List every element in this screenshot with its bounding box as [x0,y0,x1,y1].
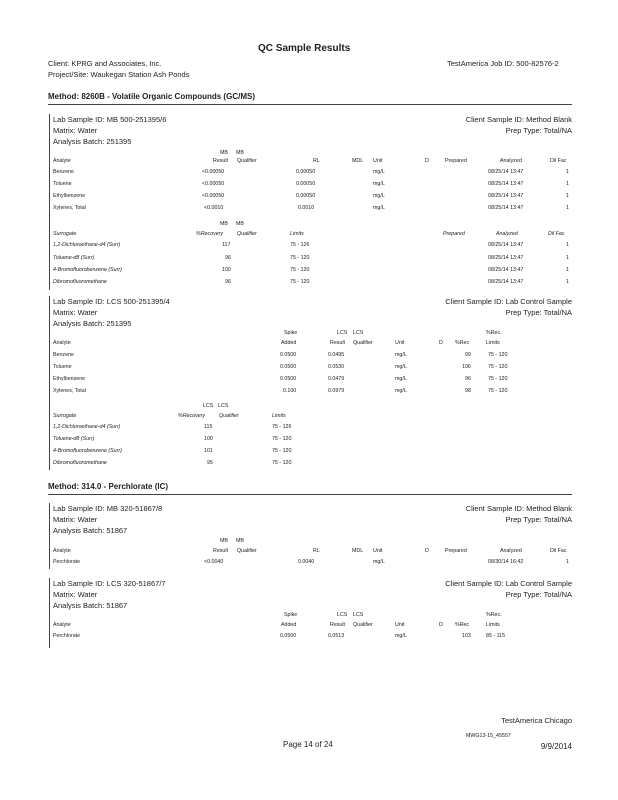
col-header: D [425,548,429,554]
col-header: Qualifier [219,413,239,419]
table-cell: 1 [566,559,569,565]
table-cell: 75 - 126 [272,424,292,430]
col-header: MB [236,538,244,544]
project-line: Project/Site: Waukegan Station Ash Ponds [48,70,190,79]
col-header: MDL [352,548,364,554]
table-cell: Toluene-d8 (Surr) [53,255,95,261]
table-cell: mg/L [395,633,407,639]
table-cell: 101 [204,448,213,454]
table-cell: 85 - 115 [486,633,506,639]
col-header: RL [313,548,320,554]
col-header: Analyte [53,622,71,628]
table-cell: 1 [566,279,569,285]
footer-doc-id: MWG13-15_45557 [466,733,511,739]
prep-type: Prep Type: Total/NA [505,308,572,317]
col-header: Analyzed [496,231,518,237]
col-header: LCS [353,612,364,618]
client-sample-id: Client Sample ID: Method Blank [465,115,572,124]
table-cell: Xylenes, Total [53,388,86,394]
table-cell: 96 [465,376,471,382]
prep-type: Prep Type: Total/NA [505,126,572,135]
col-header: Dil Fac [550,158,567,164]
table-cell: 0.100 [283,388,297,394]
table-cell: 75 - 120 [488,388,508,394]
analysis-batch: Analysis Batch: 251395 [53,319,132,328]
col-header: Result [213,158,229,164]
col-header: Limits [272,413,286,419]
table-cell: 75 - 120 [290,255,310,261]
table-cell: Ethylbenzene [53,193,86,199]
table-cell: 75 - 120 [272,436,292,442]
table-cell: Dibromofluoromethane [53,279,107,285]
table-cell: 0.00050 [296,169,316,175]
col-header: Limits [486,340,500,346]
col-header: %Rec [455,622,470,628]
table-cell: mg/L [373,181,385,187]
table-cell: 96 [225,279,231,285]
table-cell: Xylenes, Total [53,205,86,211]
table-cell: 08/25/14 13:47 [488,169,524,175]
col-header: LCS [353,330,364,336]
col-header: MB [220,221,228,227]
lab-sample-id: Lab Sample ID: LCS 500-251395/4 [53,297,170,306]
col-header: Limits [290,231,304,237]
table-cell: Ethylbenzene [53,376,86,382]
table-cell: 1 [566,169,569,175]
table-cell: mg/L [395,352,407,358]
table-cell: 0.0513 [328,633,345,639]
table-cell: 96 [225,255,231,261]
table-cell: 95 [207,460,213,466]
matrix: Matrix: Water [53,590,98,599]
table-cell: 0.0500 [280,364,297,370]
col-header: LCS [337,612,348,618]
table-cell: 106 [462,364,471,370]
table-cell: mg/L [373,205,385,211]
col-header: MB [236,221,244,227]
table-cell: Benzene [53,169,74,175]
col-header: MB [236,150,244,156]
col-header: %Rec. [486,612,502,618]
col-header: MDL [352,158,364,164]
table-cell: 08/25/14 13:47 [488,255,524,261]
col-header: D [439,340,443,346]
table-cell: 4-Bromofluorobenzene (Surr) [53,267,122,273]
matrix: Matrix: Water [53,308,98,317]
footer-page-number: Page 14 of 24 [283,740,333,749]
table-cell: 0.0979 [328,388,345,394]
prep-type: Prep Type: Total/NA [505,515,572,524]
table-cell: Perchlorate [53,559,81,565]
col-header: D [439,622,443,628]
table-cell: 0.0530 [328,364,345,370]
col-header: Result [330,340,346,346]
col-header: Analyzed [500,158,522,164]
block-bracket [49,114,50,290]
table-cell: 75 - 120 [488,376,508,382]
table-cell: Perchlorate [53,633,81,639]
table-cell: Toluene [53,181,72,187]
table-cell: 75 - 120 [272,448,292,454]
col-header: Unit [373,548,383,554]
table-cell: 115 [204,424,213,430]
client-sample-id: Client Sample ID: Lab Control Sample [445,579,572,588]
col-header: LCS [203,403,214,409]
col-header: %Rec. [486,330,502,336]
col-header: Qualifier [237,231,257,237]
col-header: MB [220,150,228,156]
col-header: Spike [284,330,298,336]
col-header: Qualifier [237,548,257,554]
col-header: Result [213,548,229,554]
col-header: Spike [284,612,298,618]
col-header: Analyte [53,548,71,554]
col-header: Qualifier [237,158,257,164]
table-cell: 0.0010 [298,205,315,211]
col-header: %Recovery [196,231,224,237]
client-line: Client: KPRG and Associates, Inc. [48,59,162,68]
table-cell: 100 [204,436,213,442]
lab-sample-id: Lab Sample ID: LCS 320-51867/7 [53,579,166,588]
col-header: Analyzed [500,548,522,554]
analysis-batch: Analysis Batch: 51867 [53,601,128,610]
table-cell: <0.00050 [202,193,225,199]
col-header: Analyte [53,340,71,346]
col-header: MB [220,538,228,544]
table-cell: <0.0010 [204,205,224,211]
table-cell: 0.00050 [296,193,316,199]
table-cell: 0.0495 [328,352,345,358]
lab-sample-id: Lab Sample ID: MB 500-251395/6 [53,115,167,124]
table-cell: 117 [222,242,231,248]
col-header: Result [330,622,346,628]
analysis-batch: Analysis Batch: 51867 [53,526,128,535]
table-cell: 0.0479 [328,376,345,382]
table-cell: 08/25/14 13:47 [488,242,524,248]
col-header: Dil Fac [550,548,567,554]
table-cell: 75 - 120 [290,267,310,273]
footer-lab: TestAmerica Chicago [501,716,572,725]
col-header: Prepared [445,548,467,554]
table-cell: 1 [566,193,569,199]
client-sample-id: Client Sample ID: Method Blank [465,504,572,513]
table-cell: 08/25/14 13:47 [488,181,524,187]
block-bracket [49,503,50,569]
col-header: Unit [395,622,405,628]
col-header: %Rec [455,340,470,346]
table-cell: 1,2-Dichloroethane-d4 (Surr) [53,242,121,248]
table-cell: 1 [566,181,569,187]
table-cell: 1 [566,267,569,273]
matrix: Matrix: Water [53,126,98,135]
table-cell: 100 [222,267,231,273]
block-bracket [49,296,50,470]
col-header: Added [281,340,297,346]
col-header: D [425,158,429,164]
col-header: Unit [395,340,405,346]
col-header: LCS [218,403,229,409]
matrix: Matrix: Water [53,515,98,524]
table-cell: mg/L [373,559,385,565]
table-cell: Benzene [53,352,74,358]
table-cell: mg/L [395,376,407,382]
table-cell: 0.00050 [296,181,316,187]
table-cell: 1 [566,255,569,261]
method-8260b-heading: Method: 8260B - Volatile Organic Compounds (GC/MS) [48,92,255,101]
job-id: TestAmerica Job ID: 500-82576-2 [447,59,559,68]
table-cell: 08/30/14 16:42 [488,559,524,565]
table-cell: mg/L [373,193,385,199]
col-header: Limits [486,622,500,628]
table-cell: 98 [465,388,471,394]
col-header: Added [281,622,297,628]
table-cell: 1 [566,205,569,211]
table-cell: 1 [566,242,569,248]
table-cell: 75 - 126 [290,242,310,248]
table-cell: Toluene [53,364,72,370]
table-cell: 0.0040 [298,559,315,565]
block-bracket [49,578,50,648]
col-header: Surrogate [53,413,77,419]
lab-sample-id: Lab Sample ID: MB 320-51867/8 [53,504,163,513]
col-header: Dil Fac [548,231,565,237]
table-cell: 4-Bromofluorobenzene (Surr) [53,448,122,454]
table-cell: 75 - 120 [290,279,310,285]
table-cell: Toluene-d8 (Surr) [53,436,95,442]
divider [48,104,572,105]
client-sample-id: Client Sample ID: Lab Control Sample [445,297,572,306]
col-header: Analyte [53,158,71,164]
table-cell: Dibromofluoromethane [53,460,107,466]
table-cell: <0.0040 [204,559,224,565]
table-cell: mg/L [395,364,407,370]
table-cell: 1,2-Dichloroethane-d4 (Surr) [53,424,121,430]
col-header: LCS [337,330,348,336]
col-header: RL [313,158,320,164]
table-cell: 08/25/14 13:47 [488,193,524,199]
col-header: Qualifier [353,340,373,346]
table-cell: 0.0500 [280,633,297,639]
col-header: Unit [373,158,383,164]
table-cell: mg/L [395,388,407,394]
col-header: Qualifier [353,622,373,628]
col-header: Surrogate [53,231,77,237]
table-cell: mg/L [373,169,385,175]
col-header: %Recovery [178,413,206,419]
footer-date: 9/9/2014 [540,742,572,751]
prep-type: Prep Type: Total/NA [505,590,572,599]
table-cell: 0.0500 [280,376,297,382]
table-cell: 0.0500 [280,352,297,358]
table-cell: 75 - 120 [488,364,508,370]
table-cell: 75 - 120 [272,460,292,466]
table-cell: 103 [462,633,471,639]
table-cell: 08/25/14 13:47 [488,267,524,273]
table-cell: <0.00050 [202,169,225,175]
table-cell: 08/25/14 13:47 [488,279,524,285]
table-cell: 99 [465,352,471,358]
table-cell: 75 - 120 [488,352,508,358]
page-title: QC Sample Results [258,43,351,54]
method-314-heading: Method: 314.0 - Perchlorate (IC) [48,482,169,491]
divider [48,494,572,495]
table-cell: <0.00050 [202,181,225,187]
col-header: Prepared [443,231,465,237]
table-cell: 08/25/14 13:47 [488,205,524,211]
analysis-batch: Analysis Batch: 251395 [53,137,132,146]
col-header: Prepared [445,158,467,164]
